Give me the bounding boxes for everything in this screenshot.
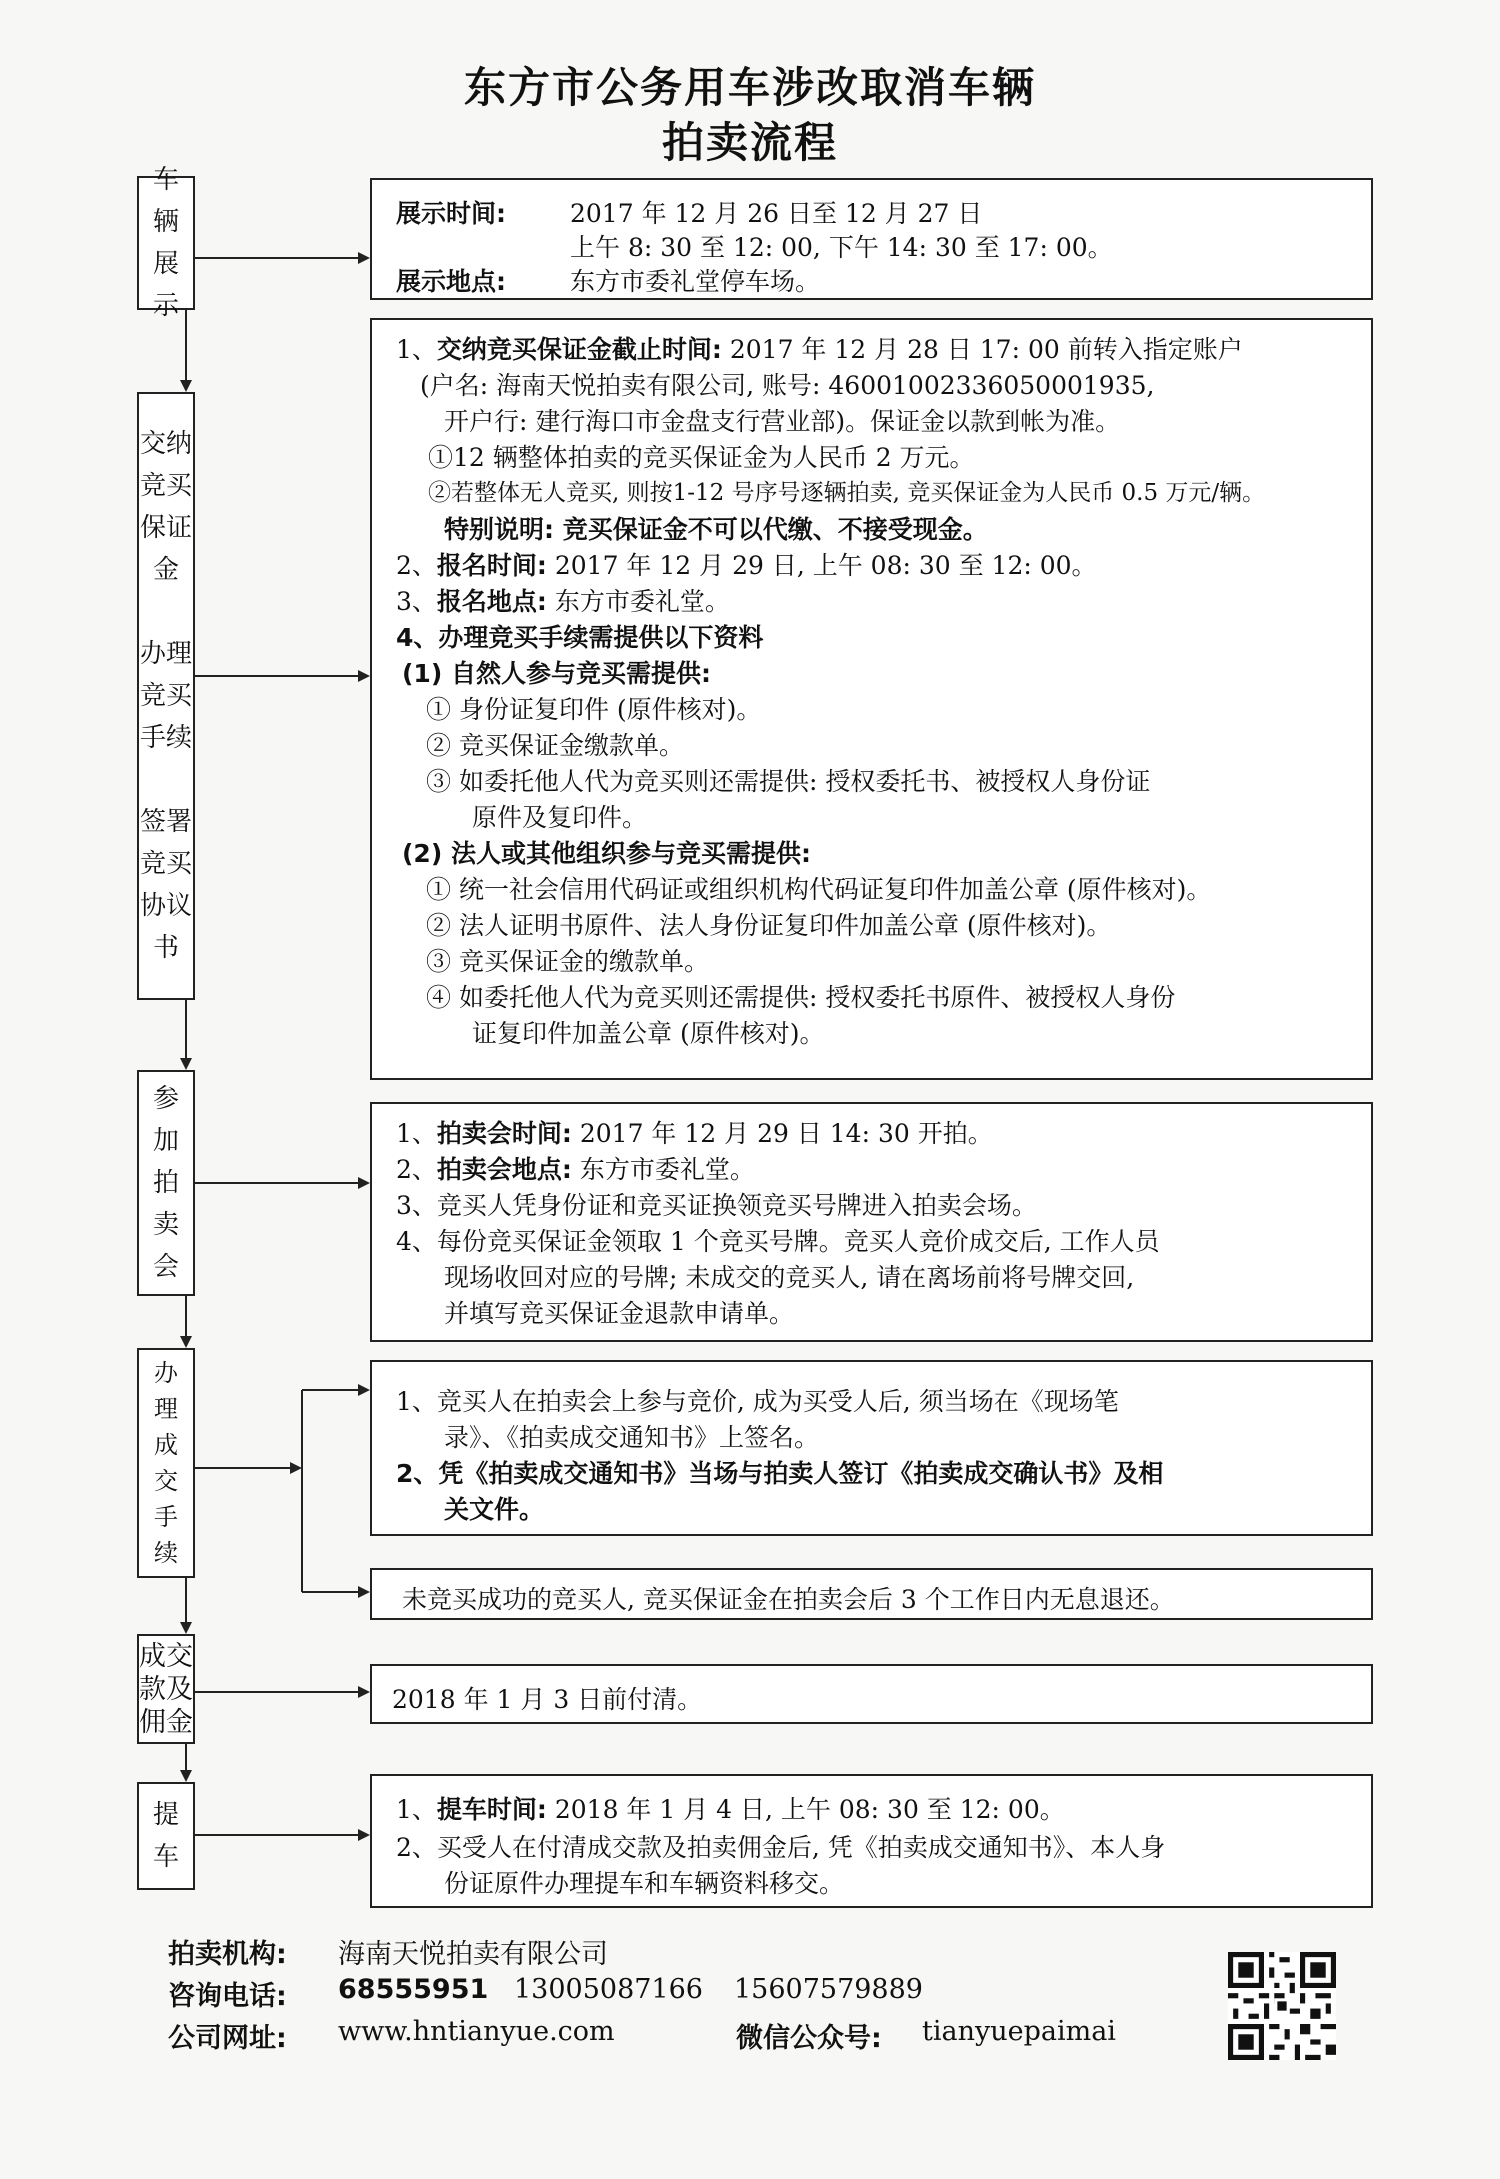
deposit-line-8: 3、报名地点: 东方市委礼堂。 [396, 587, 730, 616]
deposit-line-5: ②若整体无人竞买, 则按1-12 号序号逐辆拍卖, 竞买保证金为人民币 0.5 万元/辆。 [428, 480, 1266, 506]
info-box-deposit [370, 318, 1373, 1080]
step-label: 办 理 成 交 手 续 [154, 1359, 178, 1567]
step-label: 成交 款及 佣金 [139, 1640, 193, 1738]
pickup-line-1: 1、提车时间: 2018 年 1 月 4 日, 上午 08: 30 至 12: 00。 [396, 1795, 1065, 1824]
step-payment-commission [137, 1634, 195, 1744]
step-vehicle-display [137, 165, 195, 321]
footer-web-label: 公司网址: [168, 2023, 287, 2054]
deposit-line-11: ① 身份证复印件 (原件核对)。 [426, 695, 762, 724]
step-label: 交纳 竞买 保证 金 办理 竞买 手续 签署 竞买 协议 书 [139, 429, 192, 963]
step-transaction-procedures [137, 1348, 195, 1578]
auction-line-2: 2、拍卖会地点: 东方市委礼堂。 [396, 1155, 755, 1184]
footer-web-value[interactable]: www.hntianyue.com [338, 2016, 615, 2047]
auction-line-4: 4、每份竞买保证金领取 1 个竞买号牌。竞买人竞价成交后, 工作人员 [396, 1227, 1160, 1256]
display-time-label: 展示时间: [396, 199, 506, 228]
payment-line: 2018 年 1 月 3 日前付清。 [392, 1685, 703, 1714]
footer-phone-3: 15607579889 [734, 1974, 923, 2005]
qr-code-icon [1228, 1952, 1336, 2060]
footer-org-value: 海南天悦拍卖有限公司 [338, 1939, 608, 1970]
deposit-line-18: ③ 竞买保证金的缴款单。 [426, 947, 709, 976]
transaction-line-2: 录》、《拍卖成交通知书》上签名。 [444, 1423, 820, 1452]
page-subtitle: 拍卖流程 [661, 118, 838, 167]
step-vehicle-pickup [137, 1782, 195, 1890]
auction-line-6: 并填写竞买保证金退款申请单。 [444, 1299, 795, 1328]
info-box-pickup [370, 1774, 1373, 1908]
display-place-value: 东方市委礼堂停车场。 [570, 267, 821, 296]
auction-line-5: 现场收回对应的号牌; 未成交的竞买人, 请在离场前将号牌交回, [444, 1263, 1135, 1292]
deposit-line-1: 1、交纳竞买保证金截止时间: 2017 年 12 月 28 日 17: 00 前转入指定账户 [396, 335, 1243, 364]
footer-phone-1: 68555951 [338, 1974, 489, 2005]
deposit-line-3: 开户行: 建行海口市金盘支行营业部)。保证金以款到帐为准。 [444, 407, 1121, 436]
info-box-auction [370, 1102, 1373, 1342]
deposit-line-16: ① 统一社会信用代码证或组织机构代码证复印件加盖公章 (原件核对)。 [426, 875, 1212, 904]
footer-wechat-label: 微信公众号: [736, 2023, 882, 2054]
step-label: 参 加 拍 卖 会 [152, 1084, 179, 1282]
refund-line: 未竞买成功的竞买人, 竞买保证金在拍卖会后 3 个工作日内无息退还。 [402, 1585, 1175, 1614]
deposit-line-17: ② 法人证明书原件、法人身份证复印件加盖公章 (原件核对)。 [426, 911, 1112, 940]
info-box-display [370, 178, 1373, 300]
step-label: 提 车 [152, 1800, 179, 1872]
footer-wechat-value: tianyuepaimai [922, 2016, 1116, 2047]
page-title: 东方市公务用车涉改取消车辆 [463, 63, 1036, 112]
pickup-line-3: 份证原件办理提车和车辆资料移交。 [444, 1869, 845, 1898]
auction-line-3: 3、竞买人凭身份证和竞买证换领竞买号牌进入拍卖会场。 [396, 1191, 1037, 1220]
info-box-refund [370, 1568, 1373, 1620]
pickup-line-2: 2、买受人在付清成交款及拍卖佣金后, 凭《拍卖成交通知书》、本人身 [396, 1833, 1166, 1862]
footer-phone-2: 13005087166 [514, 1974, 703, 2005]
deposit-line-10: (1) 自然人参与竞买需提供: [402, 659, 711, 688]
footer-org-label: 拍卖机构: [168, 1939, 287, 1970]
deposit-line-7: 2、报名时间: 2017 年 12 月 29 日, 上午 08: 30 至 12: 00。 [396, 551, 1097, 580]
step-attend-auction [137, 1070, 195, 1296]
transaction-line-4: 关文件。 [444, 1495, 545, 1524]
footer-phone-label: 咨询电话: [168, 1981, 287, 2012]
auction-line-1: 1、拍卖会时间: 2017 年 12 月 29 日 14: 30 开拍。 [396, 1119, 993, 1148]
deposit-line-2: (户名: 海南天悦拍卖有限公司, 账号: 46001002336050001935, [420, 371, 1155, 400]
display-time-value: 2017 年 12 月 26 日至 12 月 27 日 [570, 199, 983, 228]
deposit-line-4: ①12 辆整体拍卖的竞买保证金为人民币 2 万元。 [428, 443, 975, 472]
deposit-special-note: 特别说明: 竞买保证金不可以代缴、不接受现金。 [444, 515, 988, 544]
step-deposit-registration [137, 392, 195, 1000]
transaction-line-3: 2、凭《拍卖成交通知书》当场与拍卖人签订《拍卖成交确认书》及相 [396, 1459, 1164, 1488]
display-time-value-2: 上午 8: 30 至 12: 00, 下午 14: 30 至 17: 00。 [570, 233, 1113, 262]
deposit-line-13: ③ 如委托他人代为竞买则还需提供: 授权委托书、被授权人身份证 [426, 767, 1151, 796]
deposit-line-19: ④ 如委托他人代为竞买则还需提供: 授权委托书原件、被授权人身份 [426, 983, 1176, 1012]
deposit-line-9: 4、办理竞买手续需提供以下资料 [396, 623, 764, 652]
info-box-transaction [370, 1360, 1373, 1536]
deposit-line-15: (2) 法人或其他组织参与竞买需提供: [402, 839, 811, 868]
step-label: 车 辆 展 示 [152, 165, 179, 321]
info-box-payment [370, 1664, 1373, 1724]
deposit-line-14: 原件及复印件。 [472, 803, 648, 832]
deposit-line-20: 证复印件加盖公章 (原件核对)。 [472, 1019, 825, 1048]
transaction-line-1: 1、竞买人在拍卖会上参与竞价, 成为买受人后, 须当场在《现场笔 [396, 1387, 1119, 1416]
deposit-line-12: ② 竞买保证金缴款单。 [426, 731, 684, 760]
display-place-label: 展示地点: [396, 267, 506, 296]
